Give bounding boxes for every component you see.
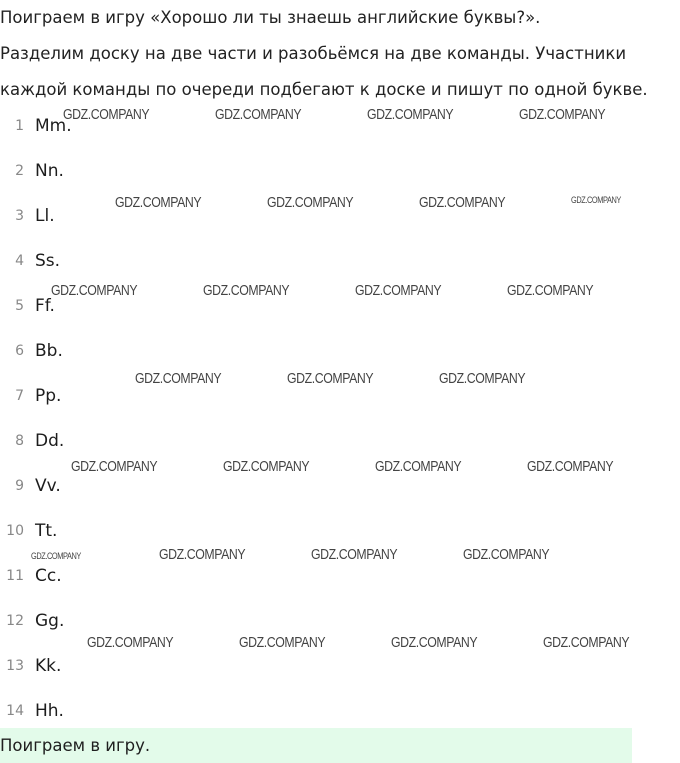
watermark: GDZ.COMPANY	[439, 370, 526, 387]
letter-pair: Nn.	[35, 161, 64, 181]
letter-pair: Tt.	[35, 521, 58, 541]
list-item	[0, 644, 400, 689]
watermark: GDZ.COMPANY	[239, 634, 326, 651]
list-item	[0, 329, 400, 374]
intro-line-1: Поиграем в игру «Хорошо ли ты знаешь английские буквы?».	[0, 8, 541, 27]
line-number: 13	[6, 658, 24, 674]
watermark: GDZ.COMPANY	[355, 282, 442, 299]
list-item	[0, 554, 400, 599]
watermark: GDZ.COMPANY	[87, 634, 174, 651]
letter-pair: Ss.	[35, 251, 61, 271]
watermark: GDZ.COMPANY	[31, 551, 81, 561]
list-item	[0, 284, 400, 329]
letter-pair: Dd.	[35, 431, 65, 451]
list-item	[0, 374, 400, 419]
watermark: GDZ.COMPANY	[51, 282, 138, 299]
watermark: GDZ.COMPANY	[519, 106, 606, 123]
letter-pair: Hh.	[35, 701, 64, 721]
letter-pair: Cc.	[35, 566, 62, 586]
watermark: GDZ.COMPANY	[311, 546, 398, 563]
line-number: 11	[6, 568, 24, 584]
watermark: GDZ.COMPANY	[391, 634, 478, 651]
letter-pair: Mm.	[35, 116, 72, 136]
watermark: GDZ.COMPANY	[507, 282, 594, 299]
list-item	[0, 464, 400, 509]
list-item	[0, 194, 400, 239]
letter-pair: Ll.	[35, 206, 55, 226]
watermark: GDZ.COMPANY	[63, 106, 150, 123]
watermark: GDZ.COMPANY	[463, 546, 550, 563]
letter-pair: Kk.	[35, 656, 62, 676]
line-number: 10	[6, 523, 24, 539]
watermark: GDZ.COMPANY	[223, 458, 310, 475]
watermark: GDZ.COMPANY	[135, 370, 222, 387]
letter-pair: Ff.	[35, 296, 55, 316]
list-item	[0, 239, 400, 284]
line-number: 7	[15, 388, 24, 404]
watermark: GDZ.COMPANY	[71, 458, 158, 475]
intro-line-3: каждой команды по очереди подбегают к доске и пишут по одной букве.	[0, 80, 648, 99]
letter-pair: Gg.	[35, 611, 65, 631]
line-number: 9	[15, 478, 24, 494]
list-item	[0, 599, 400, 644]
watermark: GDZ.COMPANY	[527, 458, 614, 475]
watermark: GDZ.COMPANY	[367, 106, 454, 123]
line-number: 1	[15, 118, 24, 134]
line-number: 8	[15, 433, 24, 449]
line-number: 6	[15, 343, 24, 359]
watermark: GDZ.COMPANY	[203, 282, 290, 299]
list-item	[0, 104, 400, 149]
watermark: GDZ.COMPANY	[571, 195, 621, 205]
watermark: GDZ.COMPANY	[159, 546, 246, 563]
line-number: 3	[15, 208, 24, 224]
answer-text: Поиграем в игру.	[0, 736, 151, 755]
letter-pair: Bb.	[35, 341, 63, 361]
watermark: GDZ.COMPANY	[419, 194, 506, 211]
letter-pair: Vv.	[35, 476, 61, 496]
watermark: GDZ.COMPANY	[375, 458, 462, 475]
watermark: GDZ.COMPANY	[115, 194, 202, 211]
answer-block	[0, 728, 632, 763]
watermark: GDZ.COMPANY	[543, 634, 630, 651]
list-item	[0, 149, 400, 194]
line-number: 12	[6, 613, 24, 629]
line-number: 14	[6, 703, 24, 719]
line-number: 5	[15, 298, 24, 314]
line-number: 2	[15, 163, 24, 179]
letter-pair: Pp.	[35, 386, 62, 406]
watermark: GDZ.COMPANY	[267, 194, 354, 211]
watermark: GDZ.COMPANY	[287, 370, 374, 387]
intro-line-2: Разделим доску на две части и разобьёмся на две команды. Участники	[0, 44, 627, 63]
line-number: 4	[15, 253, 24, 269]
watermark: GDZ.COMPANY	[215, 106, 302, 123]
list-item	[0, 509, 400, 554]
list-item	[0, 419, 400, 464]
